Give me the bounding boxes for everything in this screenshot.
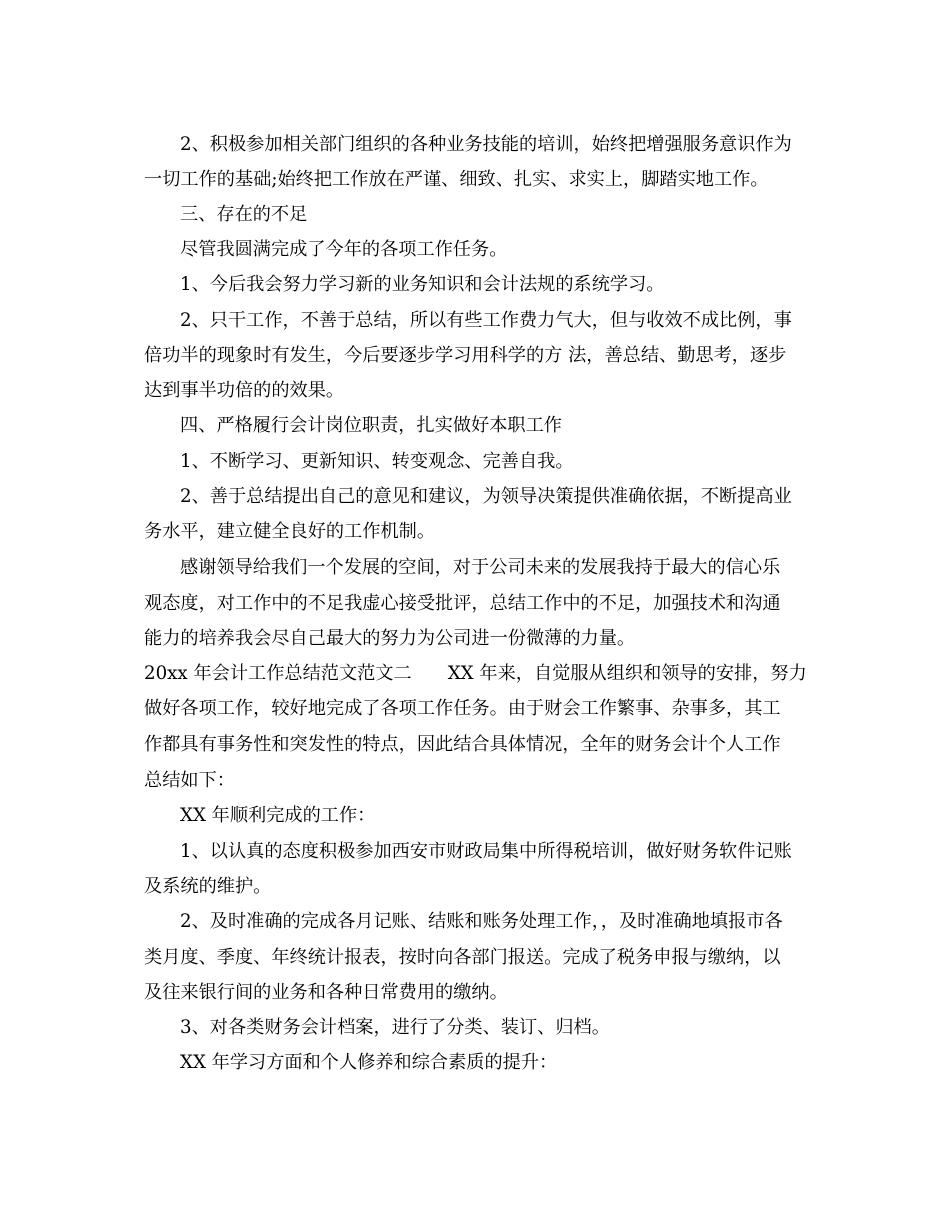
paragraph-line: 观态度，对工作中的不足我虚心接受批评，总结工作中的不足，加强技术和沟通 (144, 593, 781, 614)
section-heading: XX 年顺利完成的工作： (180, 805, 376, 826)
paragraph-line: 1、不断学习、更新知识、转变观念、完善自我。 (180, 451, 574, 472)
paragraph-line: 能力的培养我会尽自己最大的努力为公司进一份微薄的力量。 (144, 628, 636, 649)
paragraph-line: 类月度、季度、年终统计报表，按时向各部门报送。完成了税务申报与缴纳，以 (144, 947, 781, 968)
paragraph-line: 作都具有事务性和突发性的特点，因此结合具体情况，全年的财务会计个人工作 (144, 734, 781, 755)
paragraph-line: 2、及时准确的完成各月记账、结账和账务处理工作，，及时准确地填报市各 (180, 911, 783, 932)
section-heading: 三、存在的不足 (180, 204, 308, 225)
paragraph-line: 务水平，建立健全良好的工作机制。 (144, 521, 436, 542)
paragraph-line: 总结如下： (144, 770, 235, 791)
paragraph-line: 达到事半功倍的的效果。 (144, 380, 345, 401)
paragraph-line: 2、善于总结提出自己的意见和建议，为领导决策提供准确依据，不断提高业 (180, 486, 792, 507)
paragraph-line: 及系统的维护。 (144, 876, 272, 897)
paragraph-line: 感谢领导给我们一个发展的空间，对于公司未来的发展我持于最大的信心乐 (180, 557, 781, 578)
paragraph-line: 1、以认真的态度积极参加西安市财政局集中所得税培训，做好财务软件记账 (180, 841, 792, 862)
paragraph-line: 2、只干工作，不善于总结，所以有些工作费力气大，但与收效不成比例，事 (180, 310, 792, 331)
document-title: 20xx 年会计工作总结范文范文二 (144, 663, 412, 684)
section-heading: XX 年学习方面和个人修养和综合素质的提升： (180, 1052, 558, 1073)
paragraph-line-title (144, 657, 814, 691)
paragraph-line: 尽管我圆满完成了今年的各项工作任务。 (180, 239, 508, 260)
section-heading: 四、严格履行会计岗位职责，扎实做好本职工作 (180, 415, 562, 436)
paragraph-line: 1、今后我会努力学习新的业务知识和会计法规的系统学习。 (180, 274, 665, 295)
paragraph-line: 及往来银行间的业务和各种日常费用的缴纳。 (144, 982, 508, 1003)
paragraph-line: 做好各项工作，较好地完成了各项工作任务。由于财会工作繁事、杂事多，其工 (144, 698, 781, 719)
paragraph-line: 2、积极参加相关部门组织的各种业务技能的培训，始终把增强服务意识作为 (180, 134, 792, 155)
paragraph-line: 倍功半的现象时有发生，今后要逐步学习用科学的方 法，善总结、勤思考，逐步 (144, 345, 787, 366)
paragraph-line: 一切工作的基础;始终把工作放在严谨、细致、扎实、求实上，脚踏实地工作。 (144, 169, 769, 190)
paragraph-line: 3、对各类财务会计档案，进行了分类、装订、归档。 (180, 1017, 610, 1038)
paragraph-text: XX 年来，自觉服从组织和领导的安排，努力 (447, 663, 807, 684)
